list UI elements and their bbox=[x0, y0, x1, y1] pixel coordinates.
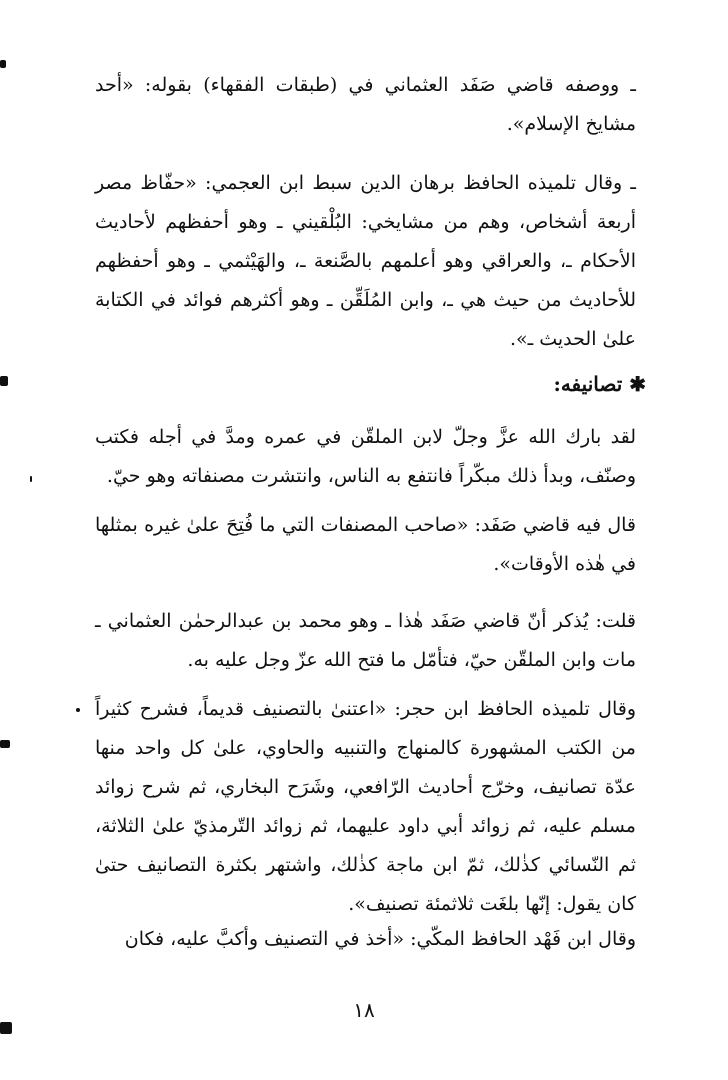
paragraph-5: قلت: يُذكر أنّ قاضي صَفَد هٰذا ـ وهو محمد بن عبدالرحمٰن العثماني ـ مات وابن الملقّن حيّ، فتأمّل ما فتح الله عزّ وجل عليه به. bbox=[95, 610, 636, 671]
scan-edge-mark bbox=[0, 376, 8, 386]
paragraph-6: وقال تلميذه الحافظ ابن حجر: «اعتنىٰ بالتصنيف قديماً، فشرح كثيراً من الكتب المشهورة كالمنهاج والتنبيه والحاوي، علىٰ كل واحد منها عدّة تصانيف، وخرّج أحاديث الرّافعي، وشَرَح البخاري، ثم شرح زوائد مسلم عليه، ثم زوائد أبي داود عليهما، ثم زوائد التّرمذيّ علىٰ الثلاثة، ثم النّسائي كذٰلك، ثمّ ابن ماجة كذٰلك، واشتهر بكثرة التصانيف حتىٰ كان يقول: إنّها بلغَت ثلاثمئة تصنيف». bbox=[95, 698, 636, 915]
paragraph-7: وقال ابن فَهْد الحافظ المكّي: «أخذ في التصنيف وأكبَّ عليه، فكان bbox=[124, 928, 636, 950]
page-number: ١٨ bbox=[353, 998, 375, 1022]
scan-edge-mark bbox=[0, 1022, 12, 1034]
scan-edge-mark bbox=[0, 60, 6, 68]
section-heading: ✱ تصانيفه: bbox=[553, 372, 646, 396]
scan-edge-mark bbox=[0, 740, 10, 748]
paragraph-1: ـ ووصفه قاضي صَفَد العثماني في (طبقات الفقهاء) بقوله: «أحد مشايخ الإسلام». bbox=[95, 74, 637, 135]
paragraph-4: قال فيه قاضي صَفَد: «صاحب المصنفات التي ما فُتِحَ علىٰ غيره بمثلها في هٰذه الأوقات». bbox=[95, 514, 636, 575]
paragraph-3: لقد بارك الله عزَّ وجلّ لابن الملقّن في عمره ومدَّ في أجله فكتب وصنّف، وبدأ ذلك مبكّراً فانتفع به الناس، وانتشرت مصنفاته وهو حيّ. bbox=[95, 426, 636, 487]
paragraph-2: ـ وقال تلميذه الحافظ برهان الدين سبط ابن العجمي: «حفّاظ مصر أربعة أشخاص، وهم من مشايخي: البُلْقيني ـ وهو أحفظهم لأحاديث الأحكام ـ، والعراقي وهو أعلمهم بالصَّنعة ـ، والهَيْثمي ـ وهو أحفظهم للأحاديث من حيث هي ـ، وابن المُلَقِّن ـ وهو أكثرهم فوائد في الكتابة علىٰ الحديث ـ». bbox=[95, 172, 636, 350]
scan-edge-mark bbox=[30, 476, 32, 482]
scan-edge-mark bbox=[76, 708, 80, 712]
